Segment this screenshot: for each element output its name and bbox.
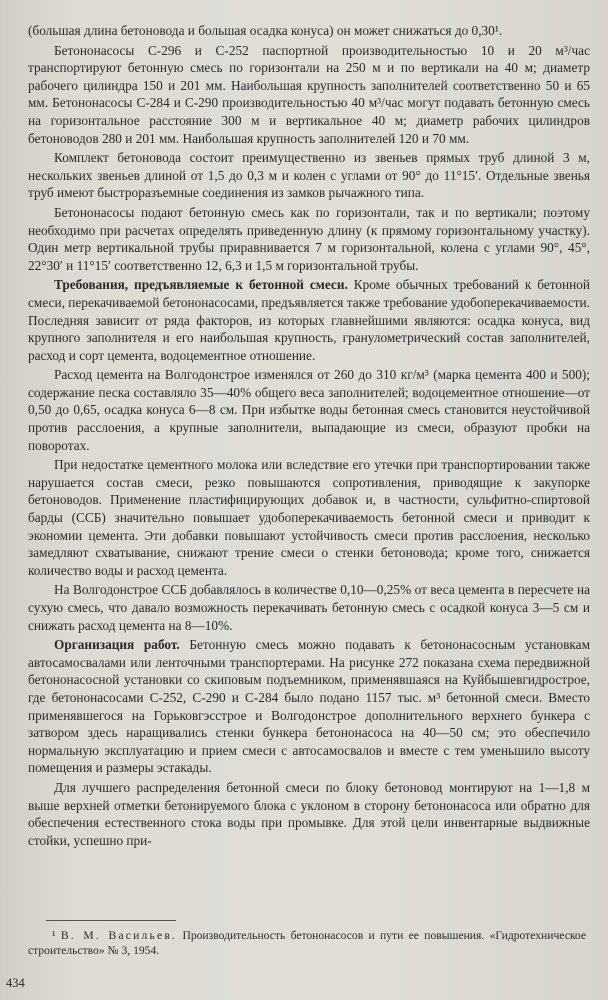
paragraph-1: Бетононасосы С-296 и С-252 паспортной производительностью 10 и 20 м³/час транспортируют бетонную смесь по горизонтали на 250 м и по вертикали на 40 м; диаметр рабочего цилиндра 150 и 201 мм. Наибольшая крупность заполнителей соответственно 50 и 65 мм. Бетононасосы С-284 и С-290 производительностью 40 м³/час могут подавать бетонную смесь на горизонтальное расстояние 300 м и вертикальное 40 м; диаметр рабочих цилиндров бетоноводов 280 и 201 мм. Наибольшая крупность заполнителей 120 и 70 мм. bbox=[28, 42, 590, 146]
paragraph-9: Для лучшего распределения бетонной смеси по блоку бетоновод монтируют на 1—1,8 м выше верхней отметки бетонируемого блока с уклоном в сторону бетононасоса или обратно для обеспечения естественного стока воды при промывке. Для этой цели инвентарные выдвижные стойки, успешно при- bbox=[28, 779, 590, 848]
footnote-text: Производительность бетононасосов и пути ее повышения. «Гидротехническое строительство» № 3, 1954. bbox=[28, 929, 586, 957]
paragraph-6: При недостатке цементного молока или вследствие его утечки при транспортировании также нарушается состав смеси, резко повышаются сопротивления, приводящие к закупорке бетоноводов. Применение пластифицирующих добавок и, в частности, сульфитно-спиртовой барды (ССБ) значительно повышает удобоперекачиваемость бетонной смеси и приводит к экономии цемента. Эти добавки повышают устойчивость смеси против расслоения, несколько замедляют схватывание, снижают трение смеси о стенки бетоновода; кроме того, снижается количество воды и расход цемента. bbox=[28, 457, 590, 578]
paragraph-4-text: Кроме обычных требований к бетонной смеси, перекачиваемой бетононасосами, предъявляется также требование удобоперекачиваемости. Последняя зависит от ряда факторов, из которых главнейшими являются: осадка конуса, вид крупного заполнителя и его наибольшая крупность, гранулометрический состав заполнителей, расход и сорт цемента, водоцементное отношение. bbox=[28, 277, 591, 363]
paragraph-4 bbox=[28, 276, 590, 364]
section-heading-organization: Организация работ. bbox=[54, 637, 180, 653]
paragraph-7: На Волгодонстрое ССБ добавлялось в количестве 0,10—0,25% от веса цемента в пересчете на сухую смесь, что давало возможность перекачивать бетонную смесь с осадкой конуса 3—5 см и снижать расход цемента на 8—10%. bbox=[28, 582, 590, 633]
section-heading-requirements: Требования, предъявляемые к бетонной смеси. bbox=[54, 277, 348, 293]
paragraph-8-text: Бетонную смесь можно подавать к бетононасосным установкам автосамосвалами или ленточными транспортерами. На рисунке 272 показана схема передвижной бетононасосной установки со скиповым подъемником, применявшаяся на Куйбышевгидрострое, где бетононасосами С-252, С-290 и С-284 было подано 1157 тыс. м³ бетонной смеси. Вместо применявшегося на Горьковгэсстрое и Волгодонстрое дополнительного верхнего бункера с затвором здесь наращивались стенки бункера бетононасоса на 40—50 см; это обеспечило нормальную эксплуатацию и прием смеси с автосамосвалов и вместе с тем уменьшило высоту помещения и размеры эстакады. bbox=[28, 637, 590, 776]
footnote-author: В. М. Васильев. bbox=[60, 929, 178, 942]
main-text bbox=[28, 22, 590, 849]
page-number: 434 bbox=[6, 976, 25, 990]
footnote-divider bbox=[46, 920, 176, 921]
paragraph-0: (большая длина бетоновода и большая осадка конуса) он может снижаться до 0,30¹. bbox=[28, 23, 503, 38]
footnote-marker: ¹ bbox=[52, 929, 56, 942]
paragraph-5: Расход цемента на Волгодонстрое изменялся от 260 до 310 кг/м³ (марка цемента 400 и 500); содержание песка составляло 35—40% общего веса заполнителей; водоцементное отношение—от 0,50 до 0,65, осадка конуса 6—8 см. При избытке воды бетонная смесь становится неустойчивой против расслоения, а крупные заполнители, выпадающие из смеси, образуют пробки на поворотах. bbox=[28, 367, 590, 453]
footnote bbox=[28, 928, 586, 958]
paragraph-3: Бетононасосы подают бетонную смесь как по горизонтали, так и по вертикали; поэтому необходимо при расчетах определять приведенную длину (к прямому горизонтальному участку). Один метр вертикальной трубы приравнивается 7 м горизонтальной, колена с углами 90°, 45°, 22°30′ и 11°15′ соответственно 12, 6,3 и 1,5 м горизонтальной трубы. bbox=[28, 204, 590, 273]
paragraph-8 bbox=[28, 636, 590, 777]
paragraph-2: Комплект бетоновода состоит преимущественно из звеньев прямых труб длиной 3 м, нескольких звеньев длиной от 1,5 до 0,3 м и колен с углами от 90° до 11°15′. Отдельные звенья труб имеют быстроразъемные соединения из замков рычажного типа. bbox=[28, 150, 590, 201]
